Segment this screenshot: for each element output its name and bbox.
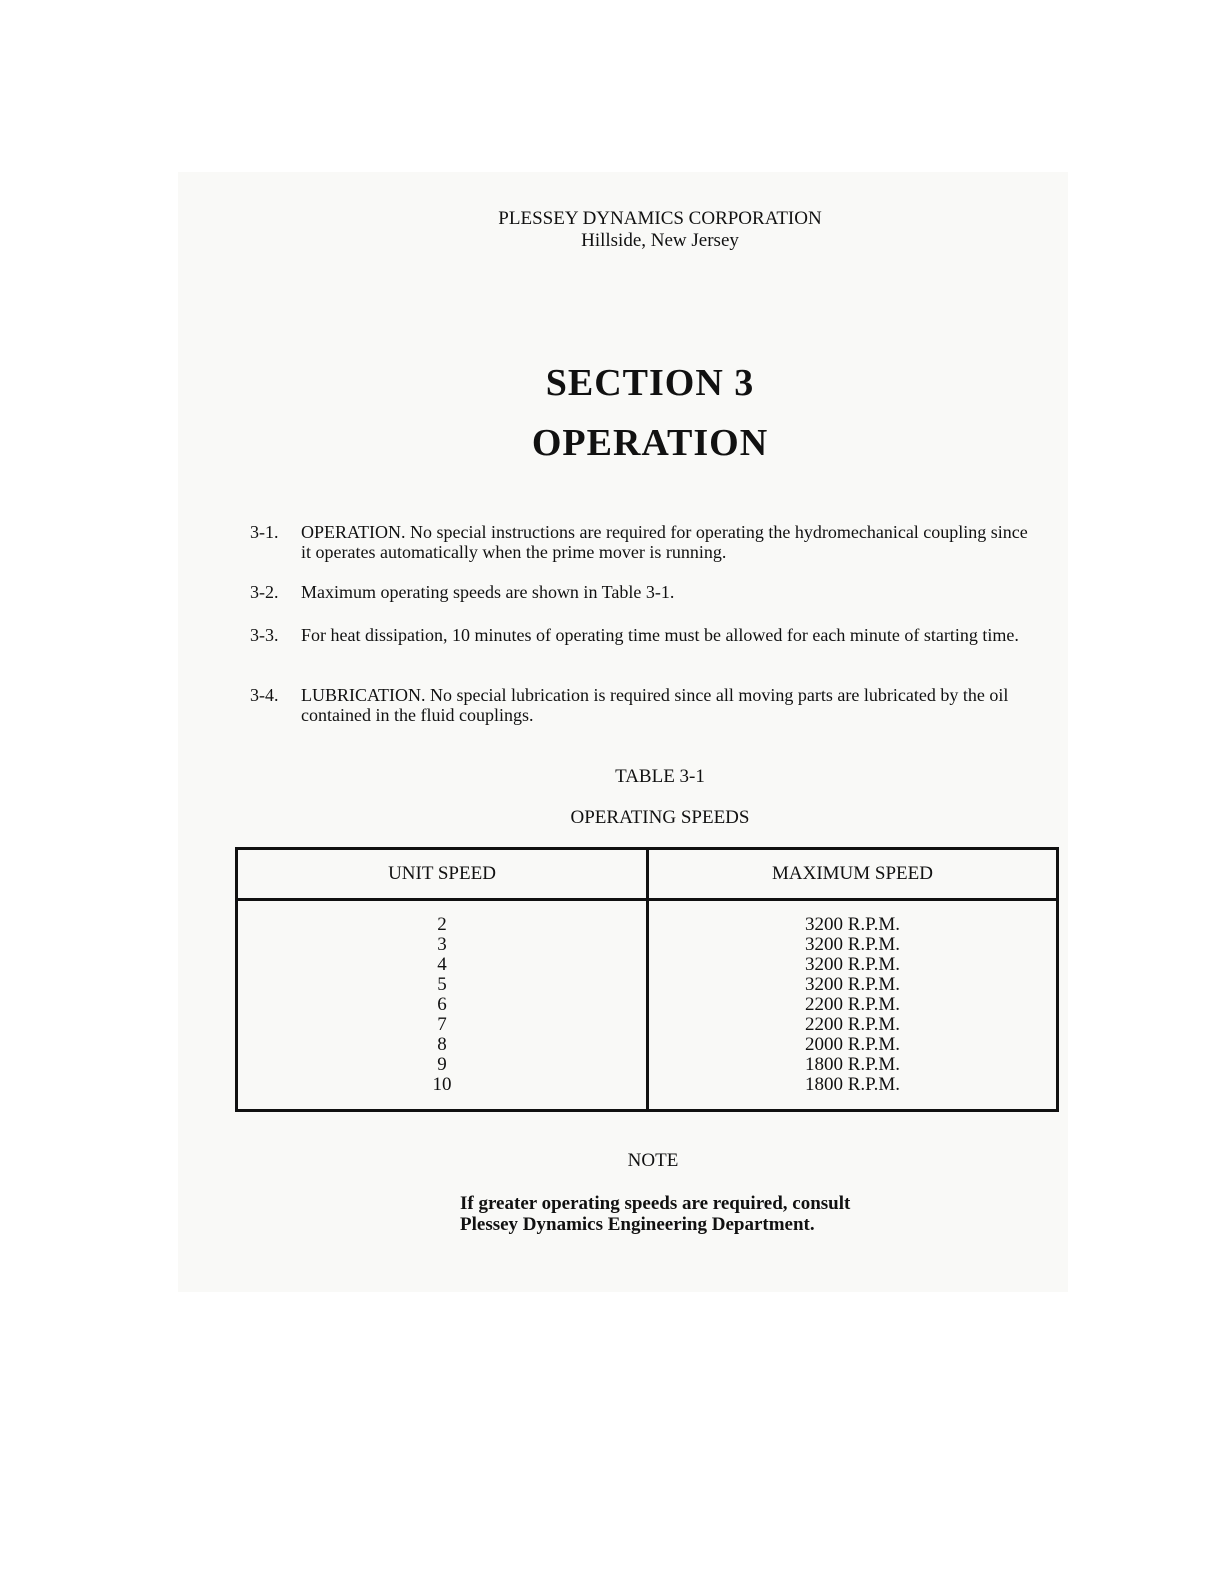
section-number: SECTION 3 — [545, 362, 755, 404]
table-caption: OPERATING SPEEDS — [570, 807, 750, 828]
table-cell-unit: 7 — [437, 1014, 447, 1035]
company-location: Hillside, New Jersey — [581, 230, 739, 251]
paragraph-3-2 — [250, 582, 1040, 604]
paragraph-number: 3-2. — [250, 582, 279, 602]
table-header-row — [237, 849, 1058, 900]
note-title: NOTE — [627, 1150, 679, 1171]
paragraph-text: Maximum operating speeds are shown in Table 3-1. — [301, 582, 675, 602]
table-cell-max: 1800 R.P.M. — [804, 1074, 901, 1095]
table-cell-unit: 6 — [437, 994, 447, 1015]
note-line: If greater operating speeds are required, consult — [460, 1193, 851, 1214]
scanned-page-area — [178, 172, 1068, 1292]
table-cell-max: 3200 R.P.M. — [804, 974, 901, 995]
section-title: OPERATION — [531, 422, 769, 464]
table-cell-unit: 5 — [437, 974, 447, 995]
table-cell-unit: 3 — [437, 934, 447, 955]
table-cell-unit: 4 — [437, 954, 447, 975]
table-cell-unit: 8 — [437, 1034, 447, 1055]
paragraph-3-1 — [250, 522, 1040, 566]
note-line: Plessey Dynamics Engineering Department. — [460, 1214, 815, 1235]
paragraph-3-3 — [250, 625, 1040, 669]
paragraph-text: For heat dissipation, 10 minutes of operating time must be allowed for each minute of starting time. — [301, 625, 1019, 645]
paragraph-3-4 — [250, 685, 1040, 729]
paragraph-number: 3-1. — [250, 522, 279, 542]
table-cell-max: 3200 R.P.M. — [804, 934, 901, 955]
table-cell-unit: 10 — [432, 1074, 452, 1095]
operating-speeds-table — [235, 847, 1059, 1112]
table-cell-max: 3200 R.P.M. — [804, 914, 901, 935]
column-header-unit-speed: UNIT SPEED — [237, 849, 648, 900]
table-cell-max: 2200 R.P.M. — [804, 1014, 901, 1035]
paragraph-number: 3-4. — [250, 685, 279, 705]
paragraph-text: LUBRICATION. No special lubrication is required since all moving parts are lubricated by the oil contained in the fluid couplings. — [301, 685, 1009, 725]
document-header — [420, 208, 900, 252]
company-name: PLESSEY DYNAMICS CORPORATION — [498, 208, 822, 229]
table-cell-unit: 2 — [437, 914, 447, 935]
paragraph-number: 3-3. — [250, 625, 279, 645]
table-cell-max: 2200 R.P.M. — [804, 994, 901, 1015]
table-label: TABLE 3-1 — [615, 766, 705, 787]
table-cell-max: 3200 R.P.M. — [804, 954, 901, 975]
table-body-row — [237, 900, 1058, 1111]
unit-speed-column — [237, 900, 648, 1111]
table-cell-max: 1800 R.P.M. — [804, 1054, 901, 1075]
note-text — [460, 1193, 880, 1235]
paragraph-text: OPERATION. No special instructions are required for operating the hydromechanical coupling since it operates automatically when the prime mover is running. — [301, 522, 1028, 562]
maximum-speed-column — [648, 900, 1058, 1111]
table-cell-max: 2000 R.P.M. — [804, 1034, 901, 1055]
table-cell-unit: 9 — [437, 1054, 447, 1075]
column-header-maximum-speed: MAXIMUM SPEED — [648, 849, 1058, 900]
